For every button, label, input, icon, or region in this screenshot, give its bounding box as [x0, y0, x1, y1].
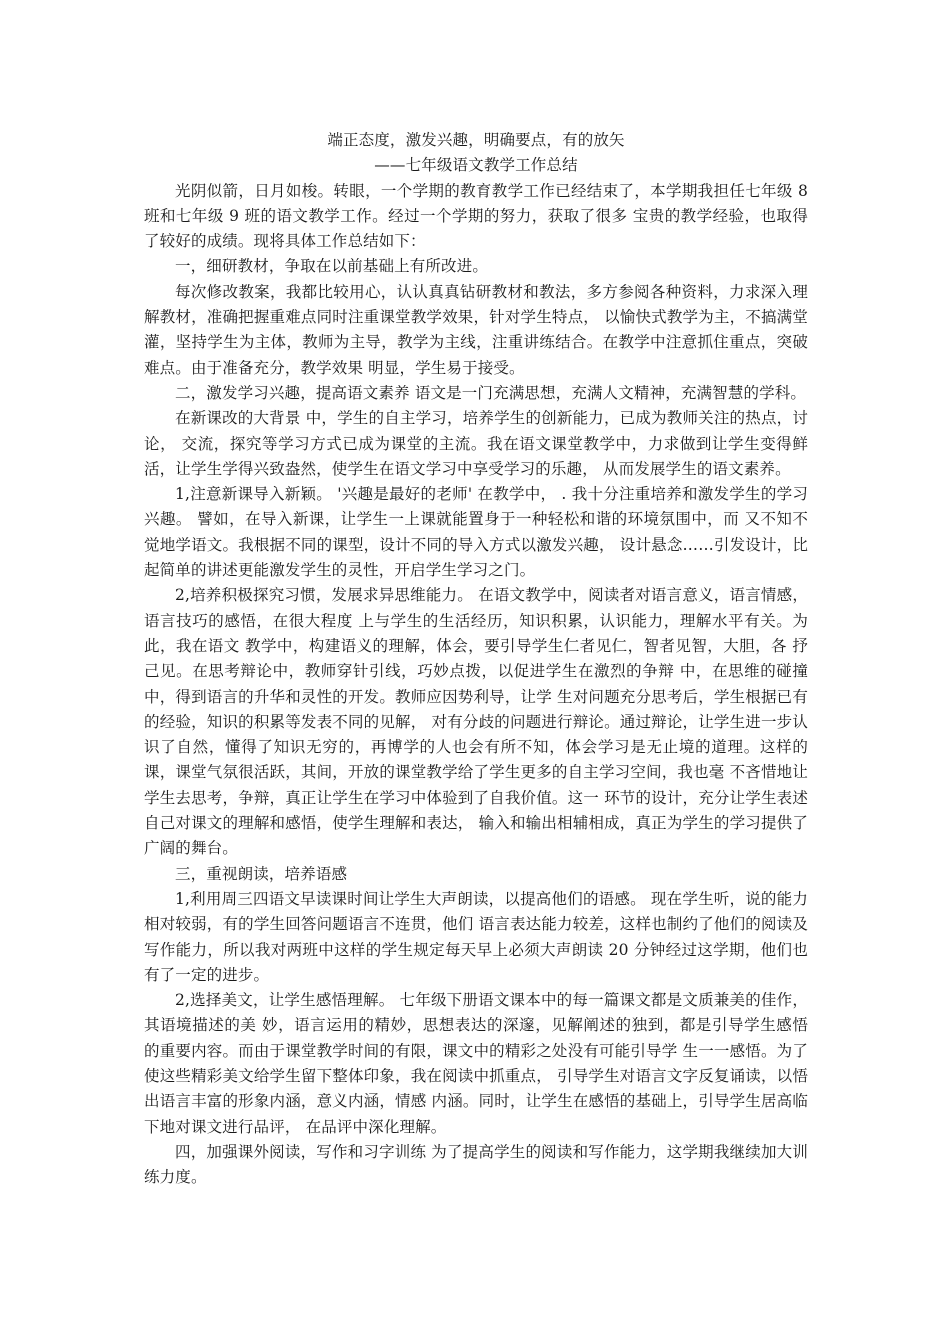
document-subtitle: ——七年级语文教学工作总结: [374, 156, 578, 175]
document-title: 端正态度，激发兴趣，明确要点，有的放矢: [327, 131, 625, 149]
paragraph-item-3-2: 2,选择美文，让学生感悟理解。 七年级下册语文课本中的每一篇课文都是文质兼美的佳作， 其语境描述的美 妙，语言运用的精妙，思想表达的深邃，见解阐述的独到，都是引导学生感悟 的重要内容。而由于课堂教学时间的有限，课文中的精彩之处没有可能引导学 生一一感悟。为了使这些精彩美文给学生留下整体印象，我在阅读中抓重点， 引导学生对语言文字反复诵读，以悟出语言丰富的形象内涵，意义内涵，情感 内涵。同时，让学生在感悟的基础上，引导学生居高临下地对课文进行品评， 在品评中深化理解。: [144, 991, 808, 1136]
section-heading-4: 四，加强课外阅读，写作和习字训练 为了提高学生的阅读和写作能力，这学期我继续加大训练力度。: [144, 1142, 808, 1187]
paragraph-intro: 光阴似箭，日月如梭。转眼，一个学期的教育教学工作已经结束了，本学期我担任七年级 8 班和七年级 9 班的语文教学工作。经过一个学期的努力，获取了很多 宝贵的教学经验，也取得了较好的成绩。现将具体工作总结如下：: [144, 181, 808, 251]
paragraph-item-2-2: 2,培养积极探究习惯，发展求异思维能力。 在语文教学中，阅读者对语言意义，语言情感，语言技巧的感悟，在很大程度 上与学生的生活经历，知识积累，认识能力，理解水平有关。为此，我在语文 教学中，构建语义的理解，体会，要引导学生仁者见仁，智者见智，大胆，各 抒己见。在思考辩论中，教师穿针引线，巧妙点拨，以促进学生在激烈的争辩 中，在思维的碰撞中，得到语言的升华和灵性的开发。教师应因势利导，让学 生对问题充分思考后，学生根据已有的经验，知识的积累等发表不同的见解， 对有分歧的问题进行辩论。通过辩论，让学生进一步认识了自然，懂得了知识无穷的，再博学的人也会有所不知，体会学习是无止境的道理。这样的课，课堂气氛很活跃，其间，开放的课堂教学给了学生更多的自主学习空间，我也毫 不吝惜地让学生去思考，争辩，真正让学生在学习中体验到了自我价值。这一 环节的设计，充分让学生表述自己对课文的理解和感悟，使学生理解和表达， 输入和输出相辅相成，真正为学生的学习提供了广阔的舞台。: [144, 586, 808, 858]
section-heading-1: 一，细研教材，争取在以前基础上有所改进。: [175, 257, 489, 276]
section-heading-2: 二，激发学习兴趣，提高语文素养 语文是一门充满思想，充满人文精神，充满智慧的学科。: [175, 383, 807, 402]
paragraph-section-2: 在新课改的大背景 中，学生的自主学习，培养学生的创新能力，已成为教师关注的热点，讨论， 交流，探究等学习方式已成为课堂的主流。我在语文课堂教学中，力求做到让学生变得鲜活，让学生学得兴致盎然，使学生在语文学习中享受学习的乐趣， 从而发展学生的语文素养。: [144, 409, 808, 478]
paragraph-item-2-1: 1,注意新课导入新颖。 '兴趣是最好的老师' 在教学中， . 我十分注重培养和激发学生的学习兴趣。 譬如，在导入新课，让学生一上课就能置身于一种轻松和谐的环境氛围中，而 又不知不觉地学语文。我根据不同的课型，设计不同的导入方式以激发兴趣， 设计悬念……引发设计，比起简单的讲述更能激发学生的灵性，开启学生学习之门。: [144, 485, 808, 580]
paragraph-section-1: 每次修改教案，我都比较用心，认认真真钻研教材和教法，多方参阅各种资料，力求深入理解教材，准确把握重难点同时注重课堂教学效果，针对学生特点， 以愉快式教学为主，不搞满堂灌，坚持学生为主体，教师为主导，教学为主线，注重讲练结合。在教学中注意抓住重点，突破难点。由于准备充分，教学效果 明显，学生易于接受。: [144, 282, 808, 377]
section-heading-3: 三，重视朗读，培养语感: [175, 864, 348, 883]
paragraph-item-3-1: 1,利用周三四语文早读课时间让学生大声朗读，以提高他们的语感。 现在学生听，说的能力相对较弱，有的学生回答问题语言不连贯，他们 语言表达能力较差，这样也制约了他们的阅读及写作能力，所以我对两班中这样的学生规定每天早上必须大声朗读 20 分钟经过这学期，他们也有了一定的进步。: [144, 889, 808, 984]
document-page: [144, 128, 808, 1190]
